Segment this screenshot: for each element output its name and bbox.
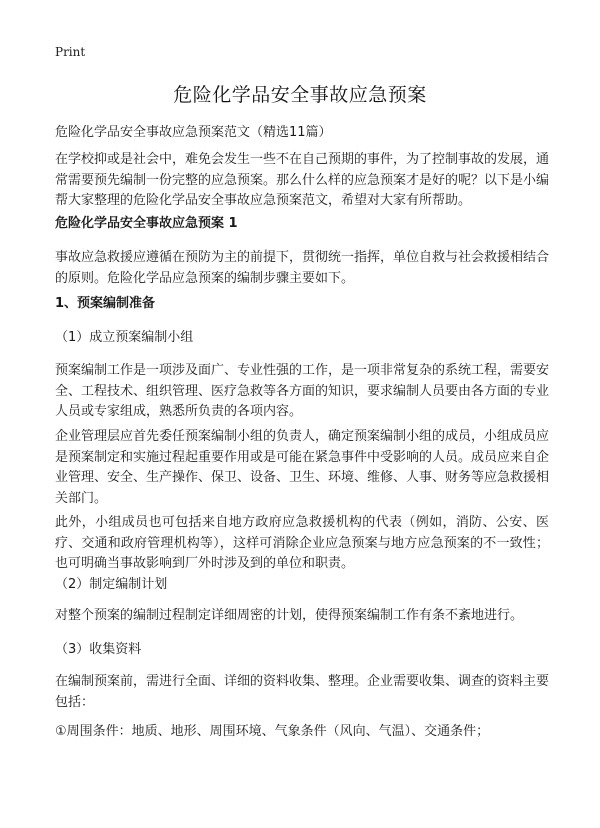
sub3-heading: （3）收集资料 [55,642,142,657]
sub1-heading: （1）成立预案编制小组 [55,330,194,345]
sub3-paragraph: 在编制预案前，需进行全面、详细的资料收集、整理。企业需要收集、调查的资料主要包括： [55,674,550,710]
intro-paragraph: 在学校抑或是社会中，难免会发生一些不在自己预期的事件，为了控制事故的发展，通常需要预先编制一份完整的应急预案。那么什么样的应急预案才是好的呢？以下是小编帮大家整理的危险化学品安全事故应急预案范文，希望对大家有所帮助。 [55,152,550,208]
document-subtitle: 危险化学品安全事故应急预案范文（精选11篇） [55,125,332,140]
step1-heading: 1、预案编制准备 [55,296,156,311]
list-item-1: ①周围条件：地质、地形、周围环境、气象条件（风向、气温）、交通条件； [55,724,490,739]
section-intro-paragraph: 事故应急救援应遵循在预防为主的前提下，贯彻统一指挥，单位自救与社会救援相结合的原则。危险化学品应急预案的编制步骤主要如下。 [55,250,550,286]
sub2-paragraph: 对整个预案的编制过程制定详细周密的计划，使得预案编制工作有条不紊地进行。 [55,608,524,623]
page-title: 危险化学品安全事故应急预案 [173,84,427,106]
sub1-paragraph-3: 此外，小组成员也可包括来自地方政府应急救援机构的代表（例如，消防、公安、医疗、交通和政府管理机构等），这样可消除企业应急预案与地方应急预案的不一致性；也可明确当事故影响到厂外时涉及到的单位和职责。 [55,515,549,571]
print-link[interactable]: Print [55,45,86,59]
sub1-paragraph-2: 企业管理层应首先委任预案编制小组的负责人，确定预案编制小组的成员，小组成员应是预案制定和实施过程起重要作用或是可能在紧急事件中受影响的人员。成员应来自企业管理、安全、生产操作、保卫、设备、卫生、环境、维修、人事、财务等应急救援相关部门。 [55,429,550,506]
sub2-heading: （2）制定编制计划 [55,577,168,592]
sub1-paragraph-1: 预案编制工作是一项涉及面广、专业性强的工作，是一项非常复杂的系统工程，需要安全、工程技术、组织管理、医疗急救等各方面的知识，要求编制人员要由各方面的专业人员或专家组成，熟悉所负责的各项内容。 [55,363,550,419]
section-heading: 危险化学品安全事故应急预案 1 [55,216,238,231]
